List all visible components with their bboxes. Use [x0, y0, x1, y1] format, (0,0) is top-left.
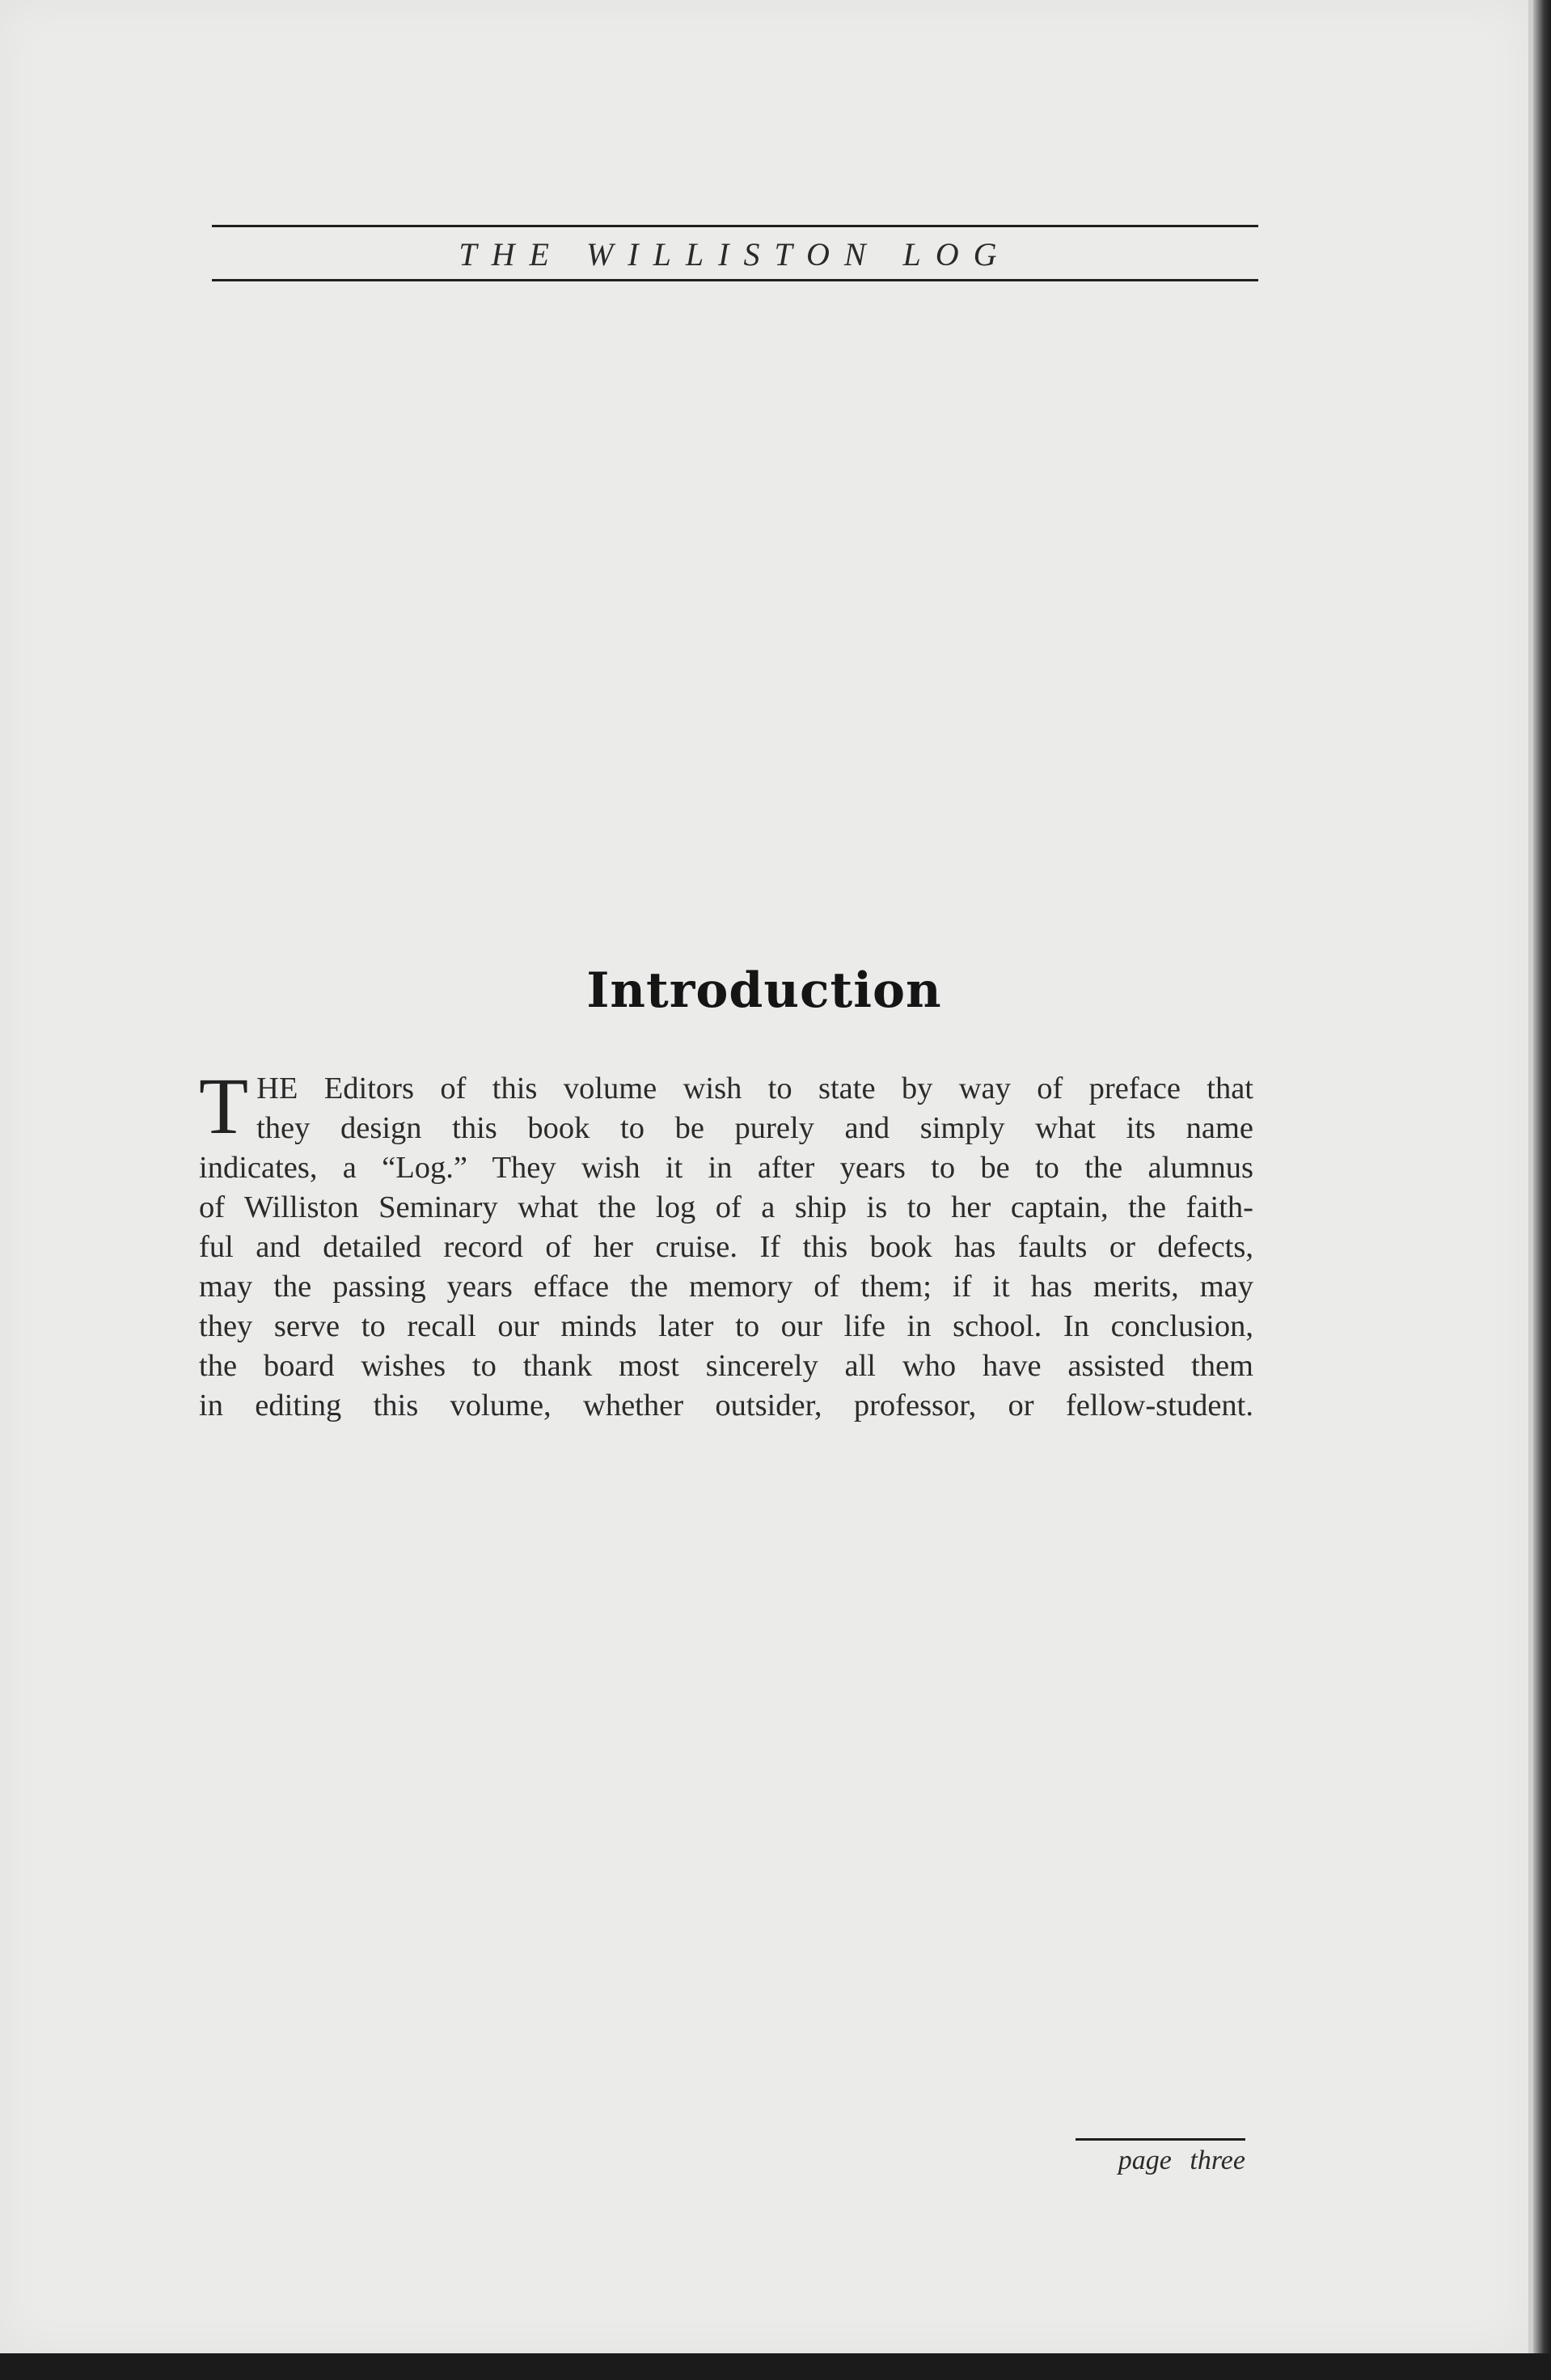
paragraph-line: may the passing years efface the memory of them; if it has merits, may: [199, 1270, 1253, 1304]
paragraph-line: HE Editors of this volume wish to state by way of preface that: [256, 1072, 1253, 1105]
paragraph-line: of Williston Seminary what the log of a ship is to her captain, the faith-: [199, 1190, 1253, 1224]
page-folio: [1076, 2138, 1245, 2176]
running-head-title: THE WILLISTON LOG: [459, 236, 1012, 273]
paragraph-line: ful and detailed record of her cruise. If this book has faults or defects,: [199, 1230, 1253, 1264]
scan-edge-bottom: [0, 2353, 1551, 2380]
running-head: [212, 225, 1258, 281]
paragraph-line: they serve to recall our minds later to our life in school. In conclusion,: [199, 1309, 1253, 1343]
drop-cap: T: [199, 1061, 249, 1151]
scan-edge-right: [1533, 0, 1551, 2380]
section-heading: Introduction: [586, 962, 942, 1019]
introduction-paragraph: [199, 1061, 1253, 1426]
paragraph-line: they design this book to be purely and simply what its name: [256, 1111, 1253, 1145]
paragraph-line: the board wishes to thank most sincerely all who have assisted them: [199, 1349, 1253, 1383]
running-head-bottom-rule: [212, 279, 1258, 281]
paragraph-line: in editing this volume, whether outsider, professor, or fellow-student.: [199, 1389, 1253, 1423]
folio-label: page three: [1118, 2145, 1245, 2175]
paragraph-line: indicates, a “Log.” They wish it in after years to be to the alumnus: [199, 1151, 1253, 1185]
